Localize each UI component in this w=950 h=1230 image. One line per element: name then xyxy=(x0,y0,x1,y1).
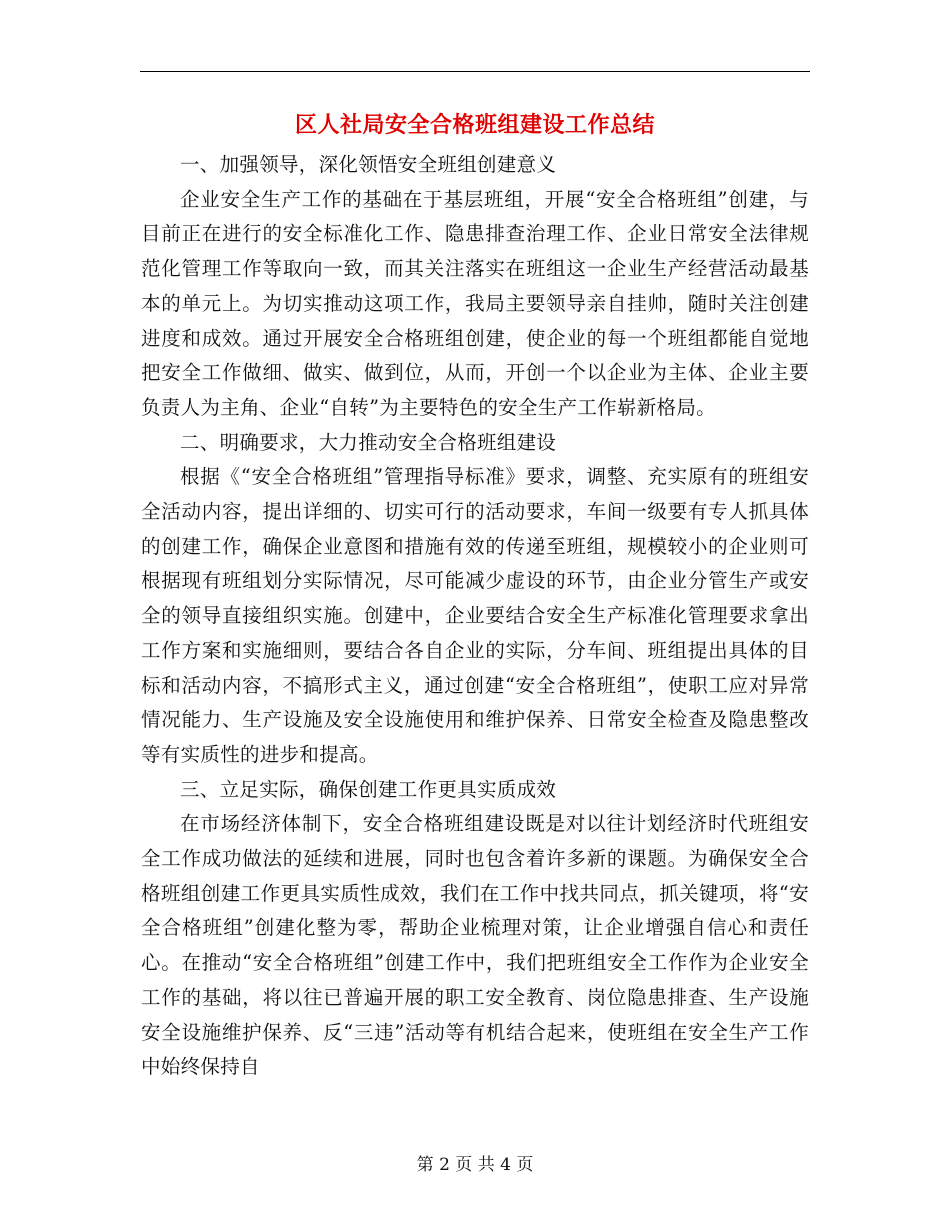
section-heading-3: 三、立足实际，确保创建工作更具实质成效 xyxy=(180,777,557,801)
page-prefix: 第 xyxy=(416,1155,434,1175)
header-rule xyxy=(140,71,810,72)
document-body xyxy=(141,148,809,1085)
body-paragraph-1: 企业安全生产工作的基础在于基层班组，开展“安全合格班组”创建，与目前正在进行的安全标准化工作、隐患排查治理工作、企业日常安全法律规范化管理工作等取向一致，而其关注落实在班组这一企业生产经营活动最基本的单元上。为切实推动这项工作，我局主要领导亲自挂帅，随时关注创建进度和成效。通过开展安全合格班组创建，使企业的每一个班组都能自觉地把安全工作做细、做实、做到位，从而，开创一个以企业为主体、企业主要负责人为主角、企业“自转”为主要特色的安全生产工作崭新格局。 xyxy=(141,187,809,419)
page-current-number: 2 xyxy=(439,1155,450,1175)
body-paragraph-3: 在市场经济体制下，安全合格班组建设既是对以往计划经济时代班组安全工作成功做法的延续和进展，同时也包含着许多新的课题。为确保安全合格班组创建工作更具实质性成效，我们在工作中找共同点，抓关键项，将“安全合格班组”创建化整为零，帮助企业梳理对策，让企业增强自信心和责任心。在推动“安全合格班组”创建工作中，我们把班组安全工作作为企业安全工作的基础，将以往已普遍开展的职工安全教育、岗位隐患排查、生产设施安全设施维护保养、反“三违”活动等有机结合起来，使班组在安全生产工作中始终保持自 xyxy=(141,812,809,1079)
section-heading-1: 一、加强领导，深化领悟安全班组创建意义 xyxy=(180,153,557,176)
document-title: 区人社局安全合格班组建设工作总结 xyxy=(294,112,655,138)
page-total-prefix: 共 xyxy=(477,1155,495,1175)
body-paragraph-2: 根据《“安全合格班组”管理指导标准》要求，调整、充实原有的班组安全活动内容，提出详细的、切实可行的活动要求，车间一级要有专人抓具体的创建工作，确保企业意图和措施有效的传递至班组，规模较小的企业则可根据现有班组划分实际情况，尽可能减少虚设的环节，由企业分管生产或安全的领导直接组织实施。创建中，企业要结合安全生产标准化管理要求拿出工作方案和实施细则，要结合各自企业的实际，分车间、班组提出具体的目标和活动内容，不搞形式主义，通过创建“安全合格班组”，使职工应对异常情况能力、生产设施及安全设施使用和维护保养、日常安全检查及隐患整改等有实质性的进步和提高。 xyxy=(141,465,809,766)
section-heading-2: 二、明确要求，大力推动安全合格班组建设 xyxy=(180,430,557,454)
page-mid: 页 xyxy=(455,1155,473,1175)
page-suffix: 页 xyxy=(516,1155,534,1175)
page-total-number: 4 xyxy=(500,1155,511,1175)
page-footer xyxy=(0,1154,950,1176)
